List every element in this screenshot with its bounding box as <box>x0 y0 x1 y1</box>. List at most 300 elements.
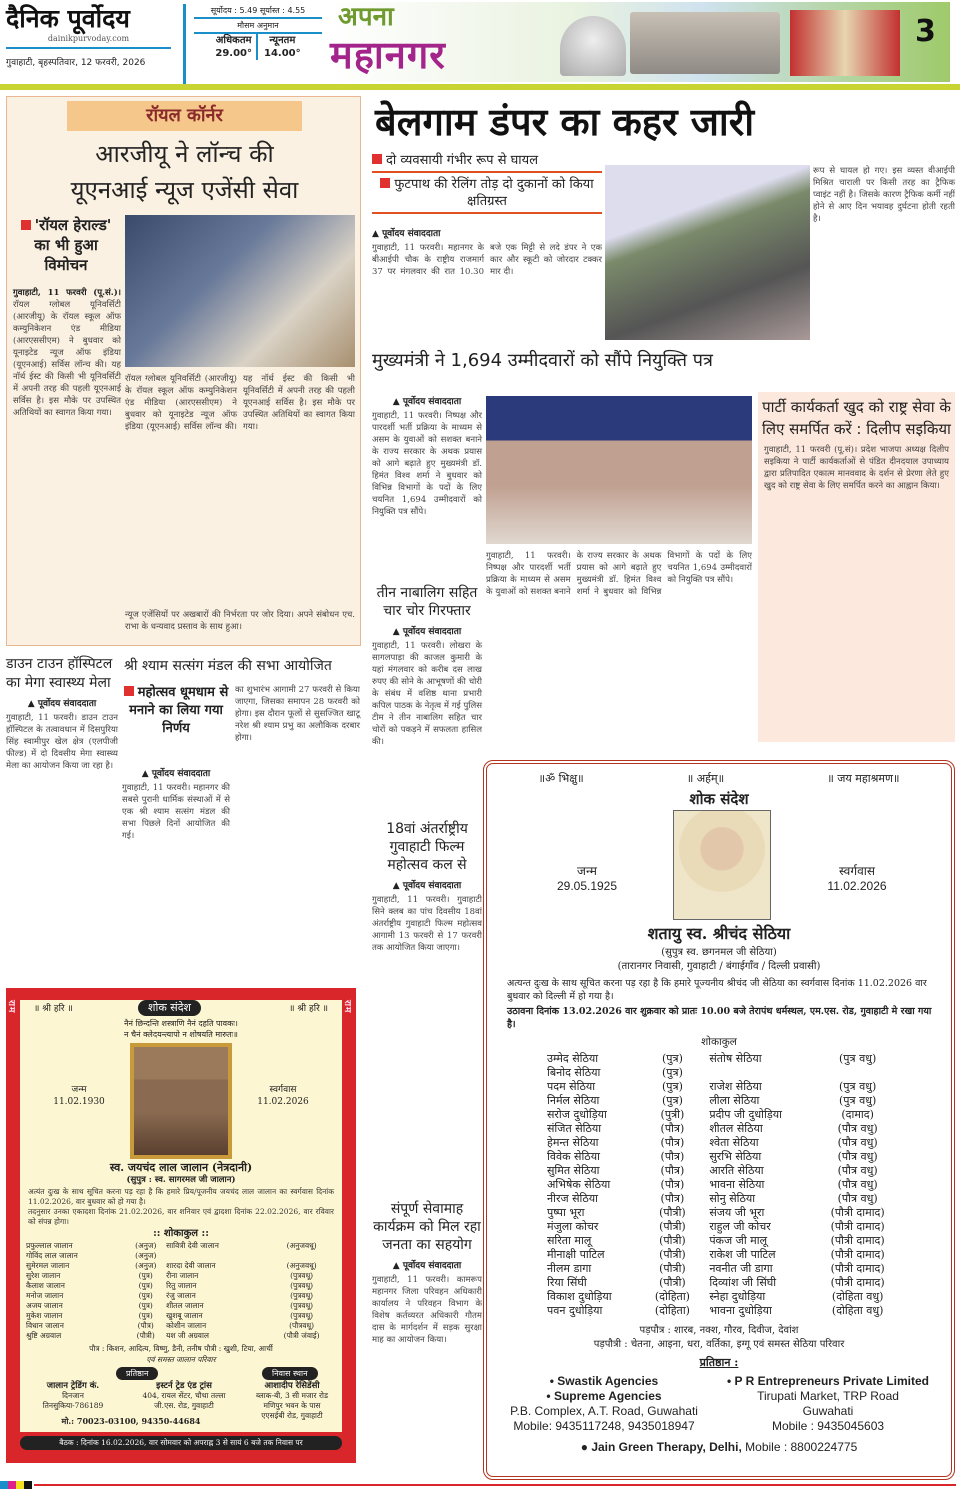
firm-supreme: • Supreme Agencies <box>546 1389 662 1403</box>
mourner-spouse: संजय जी भूरा <box>709 1206 765 1219</box>
mourner-spouse-relation: (पौत्र वधु) <box>837 1122 878 1135</box>
mourner-name: रिया सिंघी <box>547 1276 587 1289</box>
mourner-name: प्रफुल्लाल जालान <box>26 1241 73 1250</box>
mourner-name: पुष्पा भूरा <box>547 1206 585 1219</box>
obit2-native: (तारानगर निवासी, गुवाहाटी / बंगाईगाँव / दिल्ली प्रवासी) <box>617 961 821 972</box>
website-url[interactable]: dainikpurvoday.com <box>6 34 171 49</box>
mourner-name: कैलाश जालान <box>26 1281 65 1290</box>
shyam-body: गुवाहाटी, 11 फरवरी। महानगर की सबसे पुरानी धार्मिक संस्थाओं में से एक श्री श्याम सत्संग मंडल की सभा पिछले दिनों आयोजित की गई। <box>122 783 230 841</box>
mourner-name: सुमित सेठिया <box>547 1164 600 1177</box>
royal-body-cont: रॉयल ग्लोबल यूनिवर्सिटी (आरजीयू) के रॉयल स्कूल ऑफ कम्युनिकेशन एंड मीडिया (आरएससीएम) ने बुधवार को यूनाइटेड न्यूज ऑफ इंडिया (यूएनआई) सर्विस लॉन्च की। यह नॉर्थ ईस्ट की किसी भी यूनिवर्सिटी में अपनी तरह की पहली यूएनआई सर्विस है। इस मौके पर उपस्थित अतिथियों का स्वागत किया गया। <box>125 374 355 432</box>
bullet-icon <box>124 686 134 696</box>
reg-cyan <box>0 1481 8 1489</box>
obit2-mourners-title: शोकाकुल <box>701 1036 737 1048</box>
min-value: 14.00° <box>264 48 301 59</box>
mourner-spouse: शीतल जालान <box>166 1301 204 1310</box>
royal-event-photo <box>125 215 355 367</box>
mourner-row <box>541 1192 901 1206</box>
mourner-spouse: रीना जालान <box>166 1271 199 1280</box>
royal-body <box>13 287 121 623</box>
weather-box <box>194 4 322 60</box>
mourner-name: विकाश दुधोड़िया <box>547 1290 612 1303</box>
mourner-spouse: स्नेहा दुधोड़िया <box>709 1290 766 1303</box>
mourner-spouse-relation: (पौत्री जंवाई) <box>283 1331 320 1340</box>
mourner-spouse-relation: (पौत्री दामाद) <box>830 1206 885 1219</box>
mourner-relation: (पुत्र) <box>661 1094 683 1107</box>
mourner-spouse-relation: (पौत्र वधु) <box>837 1136 878 1149</box>
mourner-spouse: सुरभि सेठिया <box>709 1150 762 1163</box>
mourner-name: बिनोद सेठिया <box>547 1066 601 1079</box>
max-label: अधिकतम <box>215 35 252 46</box>
mourner-row <box>26 1251 336 1261</box>
mourner-name: हेमन्त सेठिया <box>547 1136 599 1149</box>
mourner-spouse: राकेश जी पाटिल <box>709 1248 776 1261</box>
thieves-byline: ▲ पूर्वोदय संवाददाता <box>392 627 462 637</box>
mourner-spouse: प्रदीप जी दुधोड़िया <box>709 1108 782 1121</box>
shyam-headline: श्री श्याम सत्संग मंडल की सभा आयोजित <box>124 658 332 674</box>
obit1-title-text: शोक संदेश <box>138 1000 201 1016</box>
obit1-birth <box>34 1084 124 1108</box>
obit2-death <box>797 864 917 894</box>
mourner-name: नीरज सेठिया <box>547 1192 599 1205</box>
reg-magenta <box>8 1481 16 1489</box>
mourner-spouse-relation: (पुत्रवधू) <box>290 1291 314 1300</box>
mourner-spouse: शीतल सेठिया <box>709 1122 763 1135</box>
obit1-meeting: बैठक : दिनांक 16.02.2026, वार सोमवार को अपराह्न 3 से सायं 6 बजे तक निवास पर <box>20 1436 342 1450</box>
mourner-row <box>541 1052 901 1066</box>
mourner-spouse: भावना दुधोड़िया <box>709 1304 772 1317</box>
min-temp <box>260 34 305 60</box>
mourner-spouse: सोनु सेठिया <box>709 1192 756 1205</box>
seva-headline: संपूर्ण सेवामाह कार्यक्रम को मिल रहा जनता का सहयोग <box>373 1201 481 1253</box>
mourner-relation: (पौत्र) <box>660 1122 685 1135</box>
mourner-name: पवन दुधोड़िया <box>547 1304 603 1317</box>
firm-2-name: इस्टर्न ट्रेड एंड ट्रांस <box>156 1381 212 1391</box>
obit2-title: शोक संदेश <box>689 790 749 808</box>
firm-swastik: • Swastik Agencies <box>549 1374 659 1388</box>
dateline: गुवाहाटी, बृहस्पतिवार, 12 फरवरी, 2026 <box>6 58 146 68</box>
invocation-left: ॥ॐ भिक्षु॥ <box>538 772 584 785</box>
mourner-relation: (पौत्री) <box>659 1234 686 1247</box>
mourner-relation: (पौत्र) <box>660 1192 685 1205</box>
mourner-spouse-relation <box>267 1251 336 1261</box>
mourner-relation: (पुत्र) <box>138 1271 153 1280</box>
obit2-firms-label: प्रतिष्ठान : <box>699 1356 739 1369</box>
mourner-relation: (पौत्र) <box>660 1136 685 1149</box>
mourner-relation: (पौत्र) <box>660 1150 685 1163</box>
mourner-spouse: रितु जालान <box>166 1281 197 1290</box>
shyam-byline: ▲ पूर्वोदय संवाददाता <box>141 769 211 779</box>
birth-label: जन्म <box>71 1085 87 1095</box>
firm-d-mobile: Mobile : 8800224775 <box>745 1440 858 1454</box>
mourner-row <box>541 1122 901 1136</box>
cm-body: गुवाहाटी, 11 फरवरी। निष्पक्ष और पारदर्शी भर्ती प्रक्रिया के माध्यम से असम के युवाओं को सशक्त बनाने के राज्य सरकार के अथक प्रयास को आगे बढ़ाते हुए मुख्यमंत्री डॉ. हिमंत विश्व शर्मा ने बुधवार को विभिन्न विभागों के पदों के लिए चयनित 1,694 उम्मीदवारों को नियुक्ति पत्र सौंपे। <box>372 411 482 517</box>
mourner-relation: (पौत्री) <box>659 1206 686 1219</box>
mourner-relation: (पुत्र) <box>138 1311 153 1320</box>
thieves-headline: तीन नाबालिग सहित चार चोर गिरफ्तार <box>376 585 478 619</box>
mourner-name: गोविंद लाल जालान <box>26 1251 78 1260</box>
obit2-great-granddaughters: पड़पौत्री : चेतना, आइना, धरा, वर्तिका, इग्गू एवं समस्त सेठिया परिवार <box>593 1339 845 1350</box>
mourner-relation: (पुत्री) <box>660 1108 685 1121</box>
cm-event-photo <box>486 396 752 544</box>
royal-end-text: न्यूज एजेंसियों पर अखबारों की निर्भरता पर जोर दिया। अपने संबोधन एच. राभा के धन्यवाद प्रस्ताव के साथ हुआ। <box>125 610 355 632</box>
mourner-spouse: राजेश सेठिया <box>709 1080 762 1093</box>
bjp-headline: पार्टी कार्यकर्ता खुद को राष्ट्र सेवा के लिए समर्पित करें : दिलीप सइकिया <box>762 398 951 438</box>
mourner-spouse: शारदा देवी जालान <box>166 1261 216 1270</box>
mourner-spouse: खुशबू जालान <box>166 1311 203 1320</box>
mourner-spouse-relation: (पौत्री दामाद) <box>830 1262 885 1275</box>
building-image <box>630 12 780 74</box>
mourner-spouse-relation: (पुत्रवधू) <box>290 1311 314 1320</box>
firm-2-addr-1: 404, रायल सेंटर, चौथा तल्ला <box>142 1391 226 1400</box>
mourner-row <box>26 1261 336 1271</box>
cm-body-cont: गुवाहाटी, 11 फरवरी। निष्पक्ष और पारदर्शी भर्ती प्रक्रिया के माध्यम से असम के युवाओं को सशक्त बनाने के राज्य सरकार के अथक प्रयास को आगे बढ़ाते हुए मुख्यमंत्री डॉ. हिमंत विश्व शर्मा ने बुधवार को विभिन्न विभागों के पदों के लिए चयनित 1,694 उम्मीदवारों को नियुक्ति पत्र सौंपे। <box>486 551 752 597</box>
royal-subhead <box>11 215 121 281</box>
shri-hari-left: ॥ श्री हरि ॥ <box>34 1004 73 1014</box>
mourner-spouse: दिव्यांश जी सिंघी <box>709 1276 777 1289</box>
obituary-jalan <box>6 988 356 1463</box>
mourner-spouse-relation: (पौत्री दामाद) <box>830 1276 885 1289</box>
mourner-spouse-relation: (अनुजवधू) <box>286 1241 317 1250</box>
obit2-name: शतायु स्व. श्रीचंद सेठिया <box>647 924 791 943</box>
mourner-spouse-relation <box>814 1066 901 1080</box>
mourner-relation: (पौत्री) <box>659 1220 686 1233</box>
film-byline-text: पूर्वोदय संवाददाता <box>402 881 462 891</box>
film-headline: 18वां अंतर्राष्ट्रीय गुवाहाटी फिल्म महोत्सव कल से <box>386 821 468 873</box>
mourner-name: सरिता मालू <box>547 1234 592 1247</box>
lead-body: गुवाहाटी, 11 फरवरी। महानगर के बीआईपी चौक के राष्ट्रीय राजमार्ग 37 पर मंगलवार की रात 10.30 बजे एक मिट्टी से लदे डंपर ने एक कार और स्कूटी को जोरदार टक्कर मार दी। <box>372 243 602 277</box>
reg-yellow <box>16 1481 24 1489</box>
mourner-spouse <box>703 1066 814 1080</box>
residence-label-text: निवास स्थान <box>262 1367 318 1380</box>
mourner-spouse-relation: (अनुजवधू) <box>286 1261 317 1270</box>
mourner-spouse: आरति सेठिया <box>709 1164 764 1177</box>
mourner-relation: (दोहिता) <box>654 1290 690 1303</box>
mourner-relation: (पुत्र) <box>661 1066 683 1079</box>
shyam-subhead <box>122 684 230 764</box>
obit1-grandchildren: पौत्र : किशन, आदित्य, विष्णु, डैनी, तनीष पौत्री : खुशी, टिया, आर्ची <box>89 1344 273 1353</box>
invocation-right: ॥ जय महाश्रमण॥ <box>827 772 900 785</box>
mourner-spouse-relation: (दोहिता वधु) <box>831 1290 884 1303</box>
mourner-name: उम्मेद सेठिया <box>547 1052 599 1065</box>
hospital-headline: डाउन टाउन हॉस्पिटल का मेगा स्वास्थ्य मेला <box>6 656 113 691</box>
mourner-name: सरोज दुधोड़िया <box>547 1108 607 1121</box>
firm-jain-green: ● Jain Green Therapy, Delhi, <box>580 1440 742 1454</box>
mourner-row <box>541 1178 901 1192</box>
mourner-spouse: लीला सेठिया <box>709 1094 760 1107</box>
mourner-relation: (अनुज) <box>135 1251 157 1260</box>
obit2-firm-d <box>487 1440 951 1455</box>
shloka-2: न चैनं क्लेदयन्त्यापो न शोषयति मारुतः॥ <box>124 1030 238 1039</box>
dancers-image <box>790 10 900 76</box>
mourner-name: मीनाक्षी पाटिल <box>547 1248 605 1261</box>
mourner-spouse: कोशीन जालान <box>166 1321 207 1330</box>
newspaper-logo-block <box>6 4 186 84</box>
mourner-name: मनोज जालान <box>26 1291 64 1300</box>
birth-date: 29.05.1925 <box>556 879 618 893</box>
mourner-spouse-relation: (पुत्र वधु) <box>839 1080 877 1093</box>
cm-headline: मुख्यमंत्री ने 1,694 उम्मीदवारों को सौंपे नियुक्ति पत्र <box>372 350 713 371</box>
royal-dateline: गुवाहाटी, 11 फरवरी (पू.सं.)। <box>13 288 121 298</box>
hospital-byline-text: पूर्वोदय संवाददाता <box>37 699 97 709</box>
mourner-relation: (पौत्र) <box>660 1178 685 1191</box>
section-title-top: अपना <box>338 2 394 32</box>
lead-right-body: रूप से घायल हो गए। इस व्यस्त वीआईपी मिश्रित चाराली पर किसी तरह का ट्रैफिक प्वाइंट नहीं है। जिसके कारण ट्रैफिक कर्मी नहीं होने से आए दिन भयावह दुर्घटना होती रहती है। <box>813 166 955 224</box>
obit2-msg-1: अत्यन्त दुःख के साथ सूचित करना पड़ रहा है कि हमारे पूज्यनीय श्रीचंद जी सेठिया का स्वर्गवास दिनांक 11.02.2026 वार बुधवार को दिल्ली में हो गया है। <box>507 978 927 1002</box>
lead-bullet-1 <box>372 150 602 173</box>
firm-1-addr-1: दिनजान <box>62 1391 84 1400</box>
seva-byline-text: पूर्वोदय संवाददाता <box>402 1261 462 1271</box>
firm-2-addr-2: जी.एस. रोड, गुवाहाटी <box>154 1401 214 1410</box>
mourner-relation: (पौत्री) <box>136 1331 155 1340</box>
obituary-sethia <box>483 760 955 1480</box>
obit1-mourners-table <box>26 1241 336 1341</box>
obit1-death <box>238 1084 328 1108</box>
jalan-portrait <box>130 1043 232 1159</box>
royal-headline-2: यूएनआई न्यूज एजेंसी सेवा <box>70 176 299 204</box>
mourner-spouse: नवनीत जी डागा <box>709 1262 773 1275</box>
mourner-relation: (पुत्र) <box>661 1080 683 1093</box>
obit1-residence-label <box>262 1367 318 1380</box>
seva-body: गुवाहाटी, 11 फरवरी। कामरूप महानगर जिला परिवहन अधिकारी कार्यालय ने परिवहन विभाग के विशेष कर्तव्यरत अधिकारी गौतम दास के मार्गदर्शन में सड़क सुरक्षा माह का आयोजन किया। <box>372 1275 482 1345</box>
royal-corner-article <box>6 96 361 646</box>
mourner-row <box>26 1241 336 1251</box>
temple-image <box>560 16 626 76</box>
mourner-name: निर्मल सेठिया <box>547 1094 600 1107</box>
mourner-spouse-relation: (पौत्रवधू) <box>289 1321 315 1330</box>
hospital-byline: ▲ पूर्वोदय संवाददाता <box>27 699 97 709</box>
mourner-name: मुकेश जालान <box>26 1311 63 1320</box>
mourner-spouse: भावना सेठिया <box>709 1178 765 1191</box>
mourner-relation: (पौत्री) <box>659 1248 686 1261</box>
mourner-relation: (पौत्र) <box>137 1321 154 1330</box>
mourner-row <box>541 1262 901 1276</box>
bjp-body: गुवाहाटी, 11 फरवरी (पू.सं)। प्रदेश भाजपा अध्यक्ष दिलीप सइकिया ने पार्टी कार्यकर्ताओं से पंडित दीनदयाल उपाध्याय द्वारा प्रतिपादित एकात्म मानववाद के दर्शन से प्रेरणा लेते हुए खुद को राष्ट्र सेवा के लिए समर्पित करने का आह्वान किया। <box>764 445 949 491</box>
border-ram-right: राम <box>342 1000 352 1014</box>
firm-2 <box>126 1381 242 1411</box>
mourner-spouse-relation: (पुत्रवधू) <box>290 1281 314 1290</box>
mourner-row <box>26 1291 336 1301</box>
mourner-spouse-relation: (पौत्री दामाद) <box>830 1248 885 1261</box>
death-label: स्वर्गवास <box>269 1085 297 1095</box>
mourner-row <box>26 1321 336 1331</box>
mourner-name: विधान जालान <box>26 1321 64 1330</box>
royal-subhead-text: 'रॉयल हेराल्ड' का भी हुआ विमोचन <box>34 216 112 274</box>
mourner-relation: (दोहिता) <box>654 1304 690 1317</box>
mourner-spouse-relation: (पौत्र वधु) <box>837 1178 878 1191</box>
weather-label: मौसम अनुमान <box>194 19 322 34</box>
obit1-phones: मो.: 70023-03100, 94350-44684 <box>61 1416 201 1426</box>
lead-headline: बेलगाम डंपर का कहर जारी <box>375 100 755 144</box>
mourner-name: संजित सेठिया <box>547 1122 602 1135</box>
page-number: 3 <box>915 14 936 49</box>
obit2-firms-right <box>709 1374 947 1434</box>
birth-label: जन्म <box>577 864 597 878</box>
header-divider <box>0 84 960 90</box>
firm-1-addr-2: तिनसुकिया-786189 <box>42 1401 104 1410</box>
lead-bullet-2 <box>372 174 602 214</box>
mourner-spouse-relation: (पुत्रवधू) <box>290 1271 314 1280</box>
obit2-firms-left <box>501 1374 707 1434</box>
mourner-row <box>541 1066 901 1080</box>
death-date: 11.02.2026 <box>257 1097 309 1107</box>
thieves-byline-text: पूर्वोदय संवाददाता <box>402 627 462 637</box>
bullet-icon <box>372 154 382 164</box>
mourner-spouse-relation: (पुत्र वधु) <box>839 1094 877 1107</box>
mourner-spouse-relation: (पौत्री दामाद) <box>830 1220 885 1233</box>
residence-2: मणिपुर भवन के पास <box>263 1401 321 1410</box>
sun-times: सूर्योदय : 5.49 सूर्यास्त : 4.55 <box>194 4 322 19</box>
mourner-spouse: यश जी अग्रवाल <box>166 1331 210 1340</box>
mourner-spouse: श्वेता सेठिया <box>709 1136 759 1149</box>
mourner-relation: (पौत्री) <box>659 1262 686 1275</box>
mourner-spouse-relation: (पौत्री दामाद) <box>830 1234 885 1247</box>
mourner-row <box>541 1220 901 1234</box>
residence-name: आशादीप रेसिडेंसी <box>264 1381 320 1391</box>
sethia-portrait <box>673 810 771 920</box>
mourner-row <box>541 1080 901 1094</box>
invocation-center: ॥ अर्हम्॥ <box>686 772 725 785</box>
mourner-row <box>26 1281 336 1291</box>
mourner-name: पदम सेठिया <box>547 1080 596 1093</box>
obit1-family: एवं समस्त जालान परिवार <box>146 1355 216 1364</box>
lead-bullet-1-text: दो व्यवसायी गंभीर रूप से घायल <box>386 153 539 168</box>
mourner-name: नीलम डागा <box>547 1262 592 1275</box>
film-byline: ▲ पूर्वोदय संवाददाता <box>392 881 462 891</box>
obit1-son-of: (सुपुत्र : स्व. सागरमल जी जालान) <box>126 1175 236 1185</box>
firm-c-mobile: Mobile : 9435045603 <box>771 1419 885 1433</box>
obituary-jalan-panel <box>20 1000 342 1432</box>
mourner-spouse: पंकज जी मालू <box>709 1234 768 1247</box>
section-banner <box>330 2 950 82</box>
mourner-relation: (पुत्र) <box>138 1281 153 1290</box>
mourner-name: विवेक सेठिया <box>547 1150 600 1163</box>
mourner-row <box>26 1271 336 1281</box>
temperatures <box>194 34 322 60</box>
mourner-name: सुरेश जालान <box>26 1271 61 1280</box>
mourner-spouse: सावित्री देवी जालान <box>166 1241 219 1250</box>
mourner-relation: (अनुज) <box>135 1261 157 1270</box>
mourner-row <box>26 1311 336 1321</box>
mourner-name: सुमेरमल जालान <box>26 1261 70 1270</box>
residence <box>242 1381 342 1421</box>
mourner-row <box>541 1094 901 1108</box>
mourner-name: अभिषेक सेठिया <box>547 1178 611 1191</box>
mourner-row <box>541 1234 901 1248</box>
mourner-relation: (पुत्र) <box>661 1052 683 1065</box>
bullet-icon <box>380 178 390 188</box>
mourner-row <box>541 1276 901 1290</box>
newspaper-logo: दैनिक पूर्वोदय <box>6 4 130 33</box>
firm-ab-address: P.B. Complex, A.T. Road, Guwahati <box>510 1404 698 1418</box>
shyam-body-2: का शुभारंभ आगामी 27 फरवरी से किया जाएगा, जिसका समापन 28 फरवरी को होगा। इस दौरान फूलों से सुसज्जित खाटू नरेश श्री श्याम प्रभु का अलौकिक दरबार होगा। <box>235 685 360 743</box>
mourner-name: श्रुष्टि अग्रवाल <box>26 1331 62 1340</box>
mourner-row <box>541 1304 901 1318</box>
firm-1-name: जालान ट्रेडिंग कं. <box>46 1381 100 1391</box>
firm-ab-mobile: Mobile: 9435117248, 9435018947 <box>513 1419 695 1433</box>
mourner-spouse-relation: (दामाद) <box>841 1108 874 1121</box>
obit1-name: स्व. जयचंद लाल जालान (नेत्रदानी) <box>109 1161 253 1174</box>
mourner-row <box>541 1290 901 1304</box>
reg-black <box>24 1481 32 1489</box>
firm-1 <box>20 1381 126 1411</box>
film-body: गुवाहाटी, 11 फरवरी। गुवाहाटी सिने क्लब का पांच दिवसीय 18वां अंतर्राष्ट्रीय गुवाहाटी फिल्म महोत्सव आगामी 13 फरवरी से 17 फरवरी तक आयोजित किया जाएगा। <box>372 895 482 953</box>
obit2-son-of: (सुपुत्र स्व. छगनमल जी सेठिया) <box>661 947 777 958</box>
thieves-body: गुवाहाटी, 11 फरवरी। लोखरा के सागलपाड़ा की काजल कुमारी के यहां मंगलवार को करीब दस लाख रुपए की सोने के आभूषणों की चोरी के संबंध में वशिष्ठ थाना प्रभारी कपिल पाठक के नेतृत्व में गई पुलिस टीम ने तीन नाबालिग सहित चार चोरों को पकड़ने में सफलता हासिल की। <box>372 641 482 747</box>
obit1-firms-label <box>116 1367 158 1380</box>
mourner-name: अजय जालान <box>26 1301 63 1310</box>
accident-photo <box>605 165 810 340</box>
cm-byline-text: पूर्वोदय संवाददाता <box>402 397 462 407</box>
shri-hari-right: ॥ श्री हरि ॥ <box>289 1004 328 1014</box>
mourner-spouse-relation: (पुत्रवधू) <box>290 1301 314 1310</box>
obit2-invocations <box>487 764 951 786</box>
obit1-mourners-title: :: शोकाकुल :: <box>153 1228 209 1239</box>
royal-headline-1: आरजीयू ने लॉन्च की <box>95 140 274 168</box>
mourner-name: मंजुला कोचर <box>547 1220 599 1233</box>
mourner-row <box>541 1150 901 1164</box>
mourner-spouse: संतोष सेठिया <box>709 1052 762 1065</box>
mourner-row <box>541 1164 901 1178</box>
mourner-row <box>541 1136 901 1150</box>
firms-label-text: प्रतिष्ठान <box>116 1367 158 1380</box>
obit1-msg-1: अत्यंत दुःख के साथ सूचित करना पड़ रहा है कि हमारे प्रिय/पूजनीय जयचंद लाल जालान का स्वर्गवास दिनांक 11.02.2026, वार बुधवार को हो गया है। <box>28 1187 334 1206</box>
mourner-relation: (पुत्र) <box>138 1301 153 1310</box>
seva-byline: ▲ पूर्वोदय संवाददाता <box>392 1261 462 1271</box>
obit2-mourners-table <box>541 1052 901 1318</box>
mourner-row <box>541 1206 901 1220</box>
shloka-1: नैनं छिन्दन्ति शस्त्राणि नैनं दहति पावकः। <box>124 1019 238 1028</box>
mourner-relation: (अनुज) <box>135 1241 157 1250</box>
shyam-subhead-text: महोत्सव धूमधाम से मनाने का लिया गया निर्णय <box>129 685 229 736</box>
firm-c-address-2: Guwahati <box>802 1404 854 1418</box>
mourner-row <box>26 1331 336 1341</box>
mourner-spouse: राहुल जी कोचर <box>709 1220 771 1233</box>
section-title-main: महानगर <box>330 33 446 77</box>
border-ram-left: राम <box>6 1000 16 1014</box>
birth-date: 11.02.1930 <box>53 1097 105 1107</box>
firm-pr-entrepreneurs: • P R Entrepreneurs Private Limited <box>726 1374 930 1388</box>
mourner-relation: (पौत्र) <box>660 1164 685 1177</box>
obit2-birth <box>527 864 647 894</box>
mourner-row <box>541 1248 901 1262</box>
mourner-row <box>541 1108 901 1122</box>
residence-3: एएसईबी रोड, गुवाहाटी <box>261 1411 323 1420</box>
death-date: 11.02.2026 <box>827 879 887 893</box>
mourner-spouse-relation: (दोहिता वधु) <box>831 1304 884 1317</box>
firm-c-address-1: Tirupati Market, TRP Road <box>757 1389 899 1403</box>
lead-byline-text: पूर्वोदय संवाददाता <box>382 229 441 239</box>
min-label: न्यूनतम <box>269 35 296 46</box>
footer-rule <box>34 1484 956 1486</box>
bjp-article <box>758 392 955 742</box>
mourner-relation: (पौत्री) <box>659 1276 686 1289</box>
mourner-spouse-relation: (पौत्र वधु) <box>837 1150 878 1163</box>
mourner-spouse-relation: (पुत्र वधु) <box>839 1052 877 1065</box>
royal-corner-band: रॉयल कॉर्नर <box>67 101 302 131</box>
mourner-row <box>26 1301 336 1311</box>
mourner-spouse-relation: (पौत्र वधु) <box>837 1164 878 1177</box>
death-label: स्वर्गवास <box>839 864 875 878</box>
obit2-msg-2: उठावना दिनांक 13.02.2026 वार शुक्रवार को प्रातः 10.00 बजे तेरापंथ धर्मस्थल, एम.एस. रोड, गुवाहाटी मे रखा गया है। <box>507 1006 932 1030</box>
bullet-icon <box>21 220 31 230</box>
mourner-spouse-relation: (पौत्र वधु) <box>837 1192 878 1205</box>
max-value: 29.00° <box>215 48 252 59</box>
obit2-great-grandsons: पड़पौत्र : शारब, नक्श, गौरव, दिवीज, देवांश <box>639 1325 799 1336</box>
obit1-msg-2: तदनुसार उनका एकादशा दिनांक 21.02.2026, वार शनिवार एवं द्वादशा दिनांक 22.02.2026, वार रविवार को संपन्न होगा। <box>28 1207 334 1226</box>
royal-body-text: रॉयल ग्लोबल यूनिवर्सिटी (आरजीयू) के रॉयल स्कूल ऑफ कम्युनिकेशन एंड मीडिया (आरएससीएम) ने बुधवार को यूनाइटेड न्यूज ऑफ इंडिया (यूएनआई) सर्विस लॉन्च की। यह नॉर्थ ईस्ट की किसी भी यूनिवर्सिटी में अपनी तरह की पहली यूएनआई सर्विस है। इस मौके पर उपस्थित अतिथियों का स्वागत किया गया। <box>13 300 121 418</box>
mourner-spouse: रंजु जालान <box>166 1291 196 1300</box>
